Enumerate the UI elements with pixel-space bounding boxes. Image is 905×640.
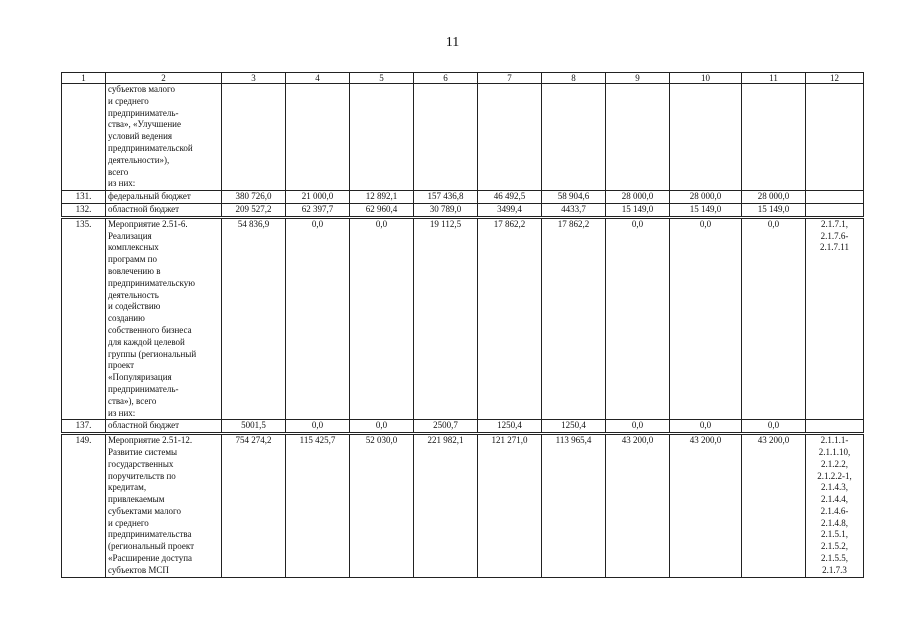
value-col-8: 1250,4 <box>542 420 606 434</box>
column-number-6: 6 <box>414 73 478 84</box>
column-number-7: 7 <box>478 73 542 84</box>
column-number-4: 4 <box>286 73 350 84</box>
indicator-codes: 2.1.7.1, 2.1.7.6- 2.1.7.11 <box>806 217 864 420</box>
value-col-5: 12 892,1 <box>350 191 414 204</box>
value-col-5: 62 960,4 <box>350 203 414 217</box>
indicator-codes <box>806 191 864 204</box>
value-col-10 <box>670 84 742 191</box>
row-number: 132. <box>62 203 106 217</box>
column-number-9: 9 <box>606 73 670 84</box>
value-col-4: 62 397,7 <box>286 203 350 217</box>
value-col-8: 113 965,4 <box>542 434 606 578</box>
column-number-row <box>62 73 864 84</box>
table-row <box>62 420 864 434</box>
indicator-codes: 2.1.1.1- 2.1.1.10, 2.1.2.2, 2.1.2.2-1, 2.1.4.3, 2.1.4.4, 2.1.4.6- 2.1.4.8, 2.1.5.1, 2.1.5.2, 2.1.5.5, 2.1.7.3 <box>806 434 864 578</box>
value-col-11 <box>742 84 806 191</box>
table-row <box>62 203 864 217</box>
value-col-4: 115 425,7 <box>286 434 350 578</box>
value-col-3 <box>222 84 286 191</box>
value-col-8: 4433,7 <box>542 203 606 217</box>
value-col-7: 17 862,2 <box>478 217 542 420</box>
row-number <box>62 84 106 191</box>
value-col-6 <box>414 84 478 191</box>
value-col-9: 28 000,0 <box>606 191 670 204</box>
value-col-5: 0,0 <box>350 420 414 434</box>
row-description: Мероприятие 2.51-12. Развитие системы государственных поручительств по кредитам, привлекаемым субъектами малого и среднего предпринимательства (региональный проект «Расширение доступа субъектов МСП <box>106 434 222 578</box>
value-col-8: 58 904,6 <box>542 191 606 204</box>
indicator-codes <box>806 84 864 191</box>
table-row <box>62 84 864 191</box>
value-col-3: 209 527,2 <box>222 203 286 217</box>
value-col-10: 28 000,0 <box>670 191 742 204</box>
table-row <box>62 217 864 420</box>
value-col-4 <box>286 84 350 191</box>
value-col-7: 121 271,0 <box>478 434 542 578</box>
row-description: федеральный бюджет <box>106 191 222 204</box>
row-number: 131. <box>62 191 106 204</box>
row-description: Мероприятие 2.51-6. Реализация комплексных программ по вовлечению в предпринимательскую деятельность и содействию созданию собственного бизнеса для каждой целевой группы (региональный проект «Популяризация предприниматель- ства»), всего из них: <box>106 217 222 420</box>
row-number: 149. <box>62 434 106 578</box>
value-col-5: 0,0 <box>350 217 414 420</box>
column-number-12: 12 <box>806 73 864 84</box>
value-col-4: 21 000,0 <box>286 191 350 204</box>
column-number-8: 8 <box>542 73 606 84</box>
table-row <box>62 434 864 578</box>
page-number: 11 <box>445 35 460 50</box>
column-number-5: 5 <box>350 73 414 84</box>
row-description: областной бюджет <box>106 420 222 434</box>
value-col-6: 221 982,1 <box>414 434 478 578</box>
row-description: субъектов малого и среднего предприниматель- ства», «Улучшение условий ведения предпринимательской деятельности»), всего из них: <box>106 84 222 191</box>
value-col-9: 43 200,0 <box>606 434 670 578</box>
value-col-3: 380 726,0 <box>222 191 286 204</box>
value-col-11: 0,0 <box>742 420 806 434</box>
value-col-10: 0,0 <box>670 217 742 420</box>
column-number-10: 10 <box>670 73 742 84</box>
value-col-9: 0,0 <box>606 217 670 420</box>
value-col-10: 15 149,0 <box>670 203 742 217</box>
value-col-6: 157 436,8 <box>414 191 478 204</box>
value-col-9: 0,0 <box>606 420 670 434</box>
value-col-7: 3499,4 <box>478 203 542 217</box>
value-col-11: 43 200,0 <box>742 434 806 578</box>
value-col-7 <box>478 84 542 191</box>
value-col-3: 5001,5 <box>222 420 286 434</box>
indicator-codes <box>806 203 864 217</box>
row-description: областной бюджет <box>106 203 222 217</box>
value-col-10: 0,0 <box>670 420 742 434</box>
budget-table <box>61 72 864 578</box>
value-col-6: 19 112,5 <box>414 217 478 420</box>
value-col-9 <box>606 84 670 191</box>
value-col-4: 0,0 <box>286 420 350 434</box>
column-number-11: 11 <box>742 73 806 84</box>
value-col-7: 46 492,5 <box>478 191 542 204</box>
column-number-3: 3 <box>222 73 286 84</box>
row-number: 135. <box>62 217 106 420</box>
indicator-codes <box>806 420 864 434</box>
value-col-7: 1250,4 <box>478 420 542 434</box>
value-col-9: 15 149,0 <box>606 203 670 217</box>
value-col-5 <box>350 84 414 191</box>
value-col-11: 0,0 <box>742 217 806 420</box>
value-col-11: 15 149,0 <box>742 203 806 217</box>
value-col-5: 52 030,0 <box>350 434 414 578</box>
value-col-8: 17 862,2 <box>542 217 606 420</box>
value-col-11: 28 000,0 <box>742 191 806 204</box>
value-col-4: 0,0 <box>286 217 350 420</box>
row-number: 137. <box>62 420 106 434</box>
value-col-6: 2500,7 <box>414 420 478 434</box>
value-col-6: 30 789,0 <box>414 203 478 217</box>
table-row <box>62 191 864 204</box>
value-col-8 <box>542 84 606 191</box>
column-number-2: 2 <box>106 73 222 84</box>
value-col-3: 54 836,9 <box>222 217 286 420</box>
value-col-10: 43 200,0 <box>670 434 742 578</box>
column-number-1: 1 <box>62 73 106 84</box>
value-col-3: 754 274,2 <box>222 434 286 578</box>
